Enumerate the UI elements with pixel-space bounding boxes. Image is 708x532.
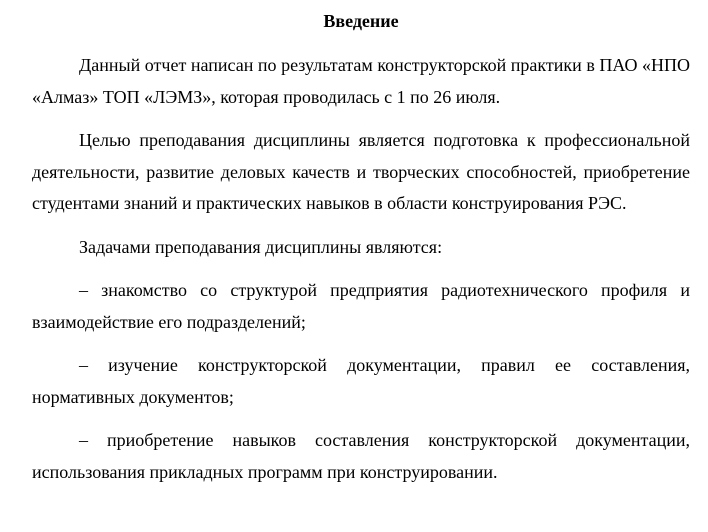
- section-heading: Введение: [323, 11, 399, 31]
- paragraph-goal: Целью преподавания дисциплины является подготовка к профессиональной деятельности, развитие деловых качеств и творческих способностей, приобретение студентами знаний и практических навыков в области конструирования РЭС.: [32, 130, 690, 213]
- paragraph-intro: Данный отчет написан по результатам конструкторской практики в ПАО «НПО «Алмаз» ТОП «ЛЭМЗ», которая проводилась с 1 по 26 июля.: [32, 55, 690, 107]
- paragraph-tasks-intro: Задачами преподавания дисциплины являются:: [79, 236, 443, 257]
- document-page: [32, 8, 690, 500]
- task-item: – приобретение навыков составления конструкторской документации, использования прикладных программ при конструировании.: [32, 430, 690, 482]
- task-item: – изучение конструкторской документации, правил ее составления, нормативных документов;: [32, 355, 690, 407]
- task-item: – знакомство со структурой предприятия радиотехнического профиля и взаимодействие его подразделений;: [32, 280, 690, 332]
